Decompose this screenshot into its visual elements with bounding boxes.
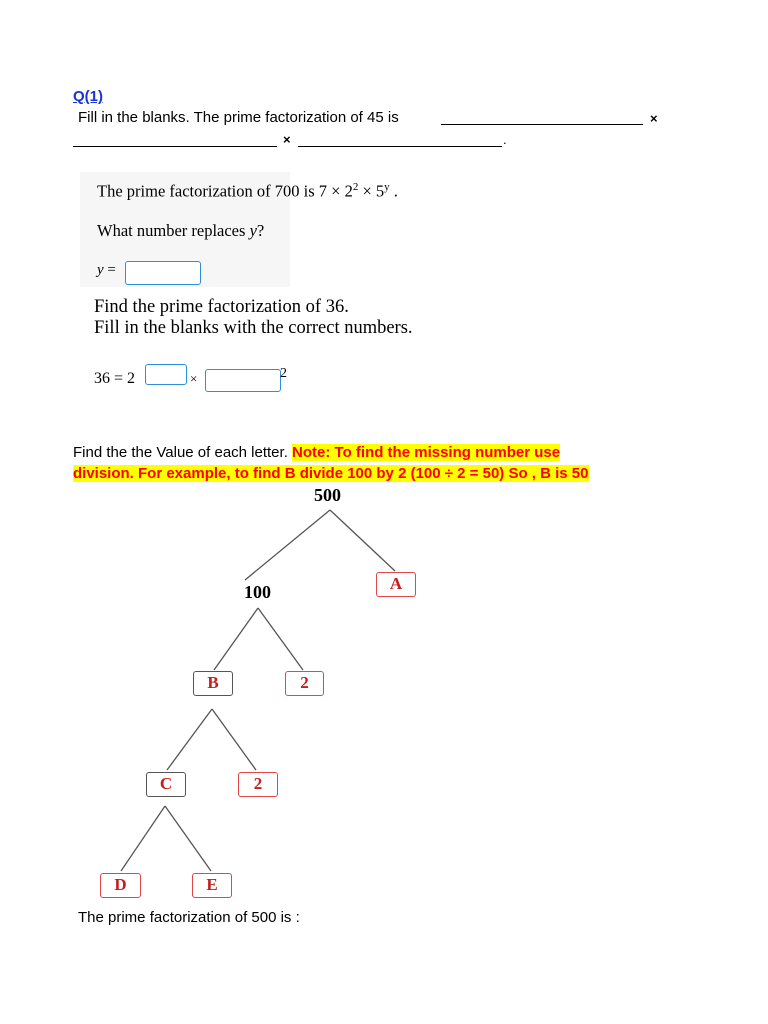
edge-500-100 <box>245 510 330 580</box>
note-highlight-1: Note: To find the missing number use <box>292 444 561 461</box>
edge-C-E <box>165 806 211 871</box>
tree-node-100: 100 <box>244 582 271 602</box>
statement-text: The prime factorization of 700 is 7 × 2 <box>97 181 353 201</box>
answer-eq: = <box>103 262 116 278</box>
problem-36-line1: Find the prime factorization of 36. <box>94 297 349 317</box>
tree-box-2-second: 2 <box>238 772 278 797</box>
q1-times-1: × <box>650 111 658 126</box>
question-var: y <box>249 221 257 240</box>
edge-B-2 <box>212 709 256 770</box>
edge-B-C <box>167 709 212 770</box>
edge-100-2 <box>258 608 303 670</box>
question-end: ? <box>256 221 265 240</box>
problem-36-times: × <box>190 371 198 386</box>
tree-box-A: A <box>376 572 416 597</box>
q1-times-2: × <box>283 132 291 147</box>
question-text: What number replaces <box>97 221 250 240</box>
tree-box-B: B <box>193 671 233 696</box>
problem-36-eq-left: 36 = 2 <box>94 370 136 387</box>
q1-period: . <box>503 132 507 147</box>
exponent-y: y <box>384 181 390 193</box>
answer-var: y <box>97 262 104 278</box>
exponent-2: 2 <box>352 181 359 193</box>
letters-intro: Find the the Value of each letter. <box>73 444 293 461</box>
q1-prompt: Fill in the blanks. The prime factorization of 45 is <box>78 109 399 126</box>
edge-C-D <box>121 806 165 871</box>
tree-box-E: E <box>192 873 232 898</box>
final-prompt: The prime factorization of 500 is : <box>78 909 300 926</box>
statement-period: . <box>389 181 398 201</box>
question-1-heading[interactable]: Q(1) <box>73 88 103 105</box>
problem-36-exponent: 2 <box>280 366 287 381</box>
tree-box-2-first: 2 <box>285 671 324 696</box>
edge-100-B <box>214 608 258 670</box>
statement-times: × 5 <box>358 181 385 201</box>
tree-box-D: D <box>100 873 141 898</box>
tree-box-C: C <box>146 772 186 797</box>
tree-root-500: 500 <box>314 485 341 505</box>
problem-36-line2: Fill in the blanks with the correct numbers. <box>94 318 413 338</box>
edge-500-A <box>330 510 395 571</box>
note-highlight-2: division. For example, to find B divide 100 by 2 (100 ÷ 2 = 50) So , B is 50 <box>73 465 589 482</box>
